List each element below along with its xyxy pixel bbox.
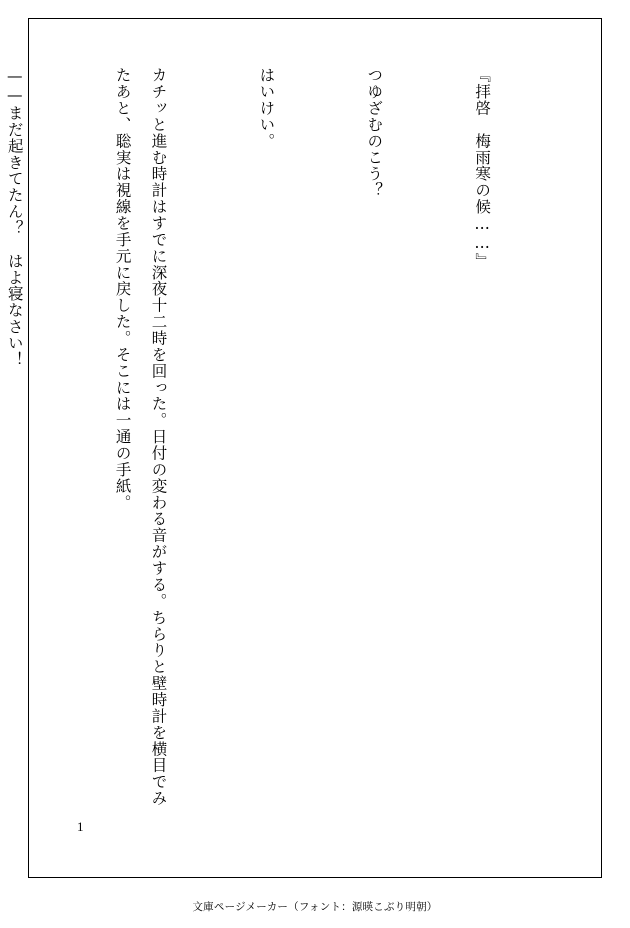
page-number: 1	[77, 819, 84, 834]
paragraph: つゆざむのこう？	[365, 67, 384, 199]
page-frame	[5, 18, 602, 878]
paragraph: ——まだ起きてたん？ はよ寝なさい！	[5, 67, 24, 368]
footer-credit: 文庫ページメーカー（フォント：源暎こぶり明朝）	[192, 901, 438, 913]
paragraph: はいけい。	[257, 67, 276, 150]
paragraph: 『拝啓 梅雨寒の候……』	[473, 67, 492, 270]
paragraph: カチッと進む時計はすでに深夜十二時を回った。日付の変わる音がする。ちらりと壁時計を横目でみたあと、聡実は視線を手元に戻した。そこには一通の手紙。	[113, 67, 168, 807]
vertical-text-body	[5, 67, 571, 807]
